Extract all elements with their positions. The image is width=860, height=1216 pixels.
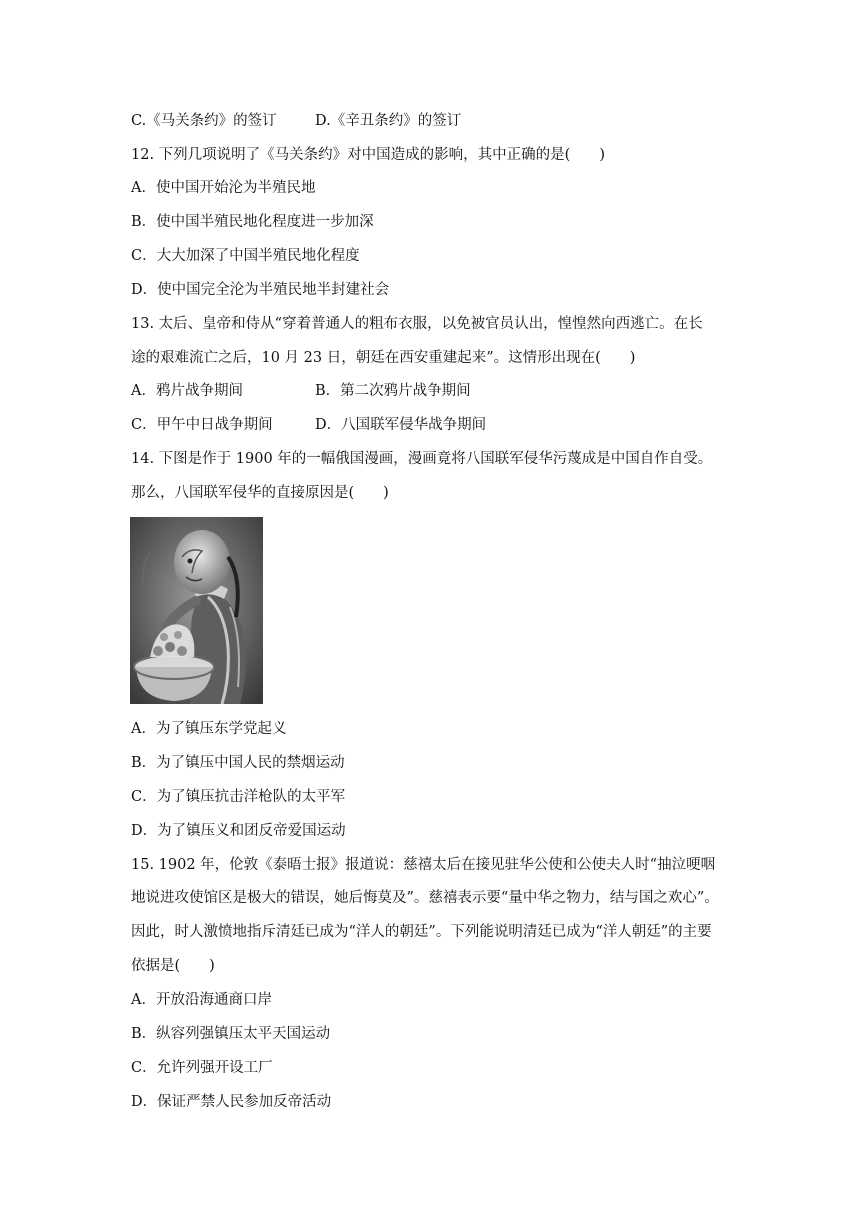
q13-option-a: A．鸦片战争期间 (131, 383, 243, 399)
q13-stem-line1: 13. 太后、皇帝和侍从“穿着普通人的粗布衣服，以免被官员认出，惶惶然向西逃亡。在长 (131, 316, 703, 332)
q12-stem: 12. 下列几项说明了《马关条约》对中国造成的影响，其中正确的是( ) (131, 147, 605, 163)
q15-option-a: A．开放沿海通商口岸 (131, 992, 272, 1008)
q15-option-b: B．纵容列强镇压太平天国运动 (131, 1026, 331, 1042)
q14-option-d: D．为了镇压义和团反帝爱国运动 (131, 823, 346, 839)
q15-stem-line4: 依据是( ) (131, 958, 215, 974)
q13-option-d: D．八国联军侵华战争期间 (315, 417, 487, 433)
q15-stem-line1: 15. 1902 年，伦敦《泰晤士报》报道说：慈禧太后在接见驻华公使和公使夫人时“抽泣哽咽 (131, 857, 716, 873)
q13-options-ab (131, 381, 471, 401)
q11-option-d: D.《辛丑条约》的签订 (315, 113, 462, 129)
q12-option-c: C．大大加深了中国半殖民地化程度 (131, 248, 360, 264)
q14-stem-line2: 那么，八国联军侵华的直接原因是( ) (131, 485, 389, 501)
q14-option-a: A．为了镇压东学党起义 (131, 721, 287, 737)
q12-option-b: B．使中国半殖民地化程度进一步加深 (131, 214, 374, 230)
q11-option-c: C.《马关条约》的签订 (131, 113, 277, 129)
q13-stem-line2: 途的艰难流亡之后，10 月 23 日，朝廷在西安重建起来”。这情形出现在( ) (131, 350, 636, 366)
q13-options-cd (131, 415, 486, 435)
q14-option-b: B．为了镇压中国人民的禁烟运动 (131, 755, 345, 771)
q12-option-a: A．使中国开始沦为半殖民地 (131, 180, 316, 196)
q11-options-cd (131, 111, 461, 131)
q15-option-c: C．允许列强开设工厂 (131, 1060, 273, 1076)
q14-stem-line1: 14. 下图是作于 1900 年的一幅俄国漫画，漫画竟将八国联军侵华污蔑成是中国自作自受。 (131, 451, 713, 467)
q15-stem-line3: 因此，时人激愤地指斥清廷已成为“洋人的朝廷”。下列能说明清廷已成为“洋人朝廷”的主要 (131, 924, 712, 940)
q13-option-c: C．甲午中日战争期间 (131, 417, 273, 433)
q15-option-d: D．保证严禁人民参加反帝活动 (131, 1094, 332, 1110)
q13-option-b: B．第二次鸦片战争期间 (315, 383, 471, 399)
russian-cartoon-image (130, 517, 263, 704)
q12-option-d: D．使中国完全沦为半殖民地半封建社会 (131, 282, 390, 298)
q14-option-c: C．为了镇压抗击洋枪队的太平军 (131, 789, 346, 805)
q15-stem-line2: 地说进攻使馆区是极大的错误，她后悔莫及”。慈禧表示要“量中华之物力，结与国之欢心”。 (131, 890, 719, 906)
